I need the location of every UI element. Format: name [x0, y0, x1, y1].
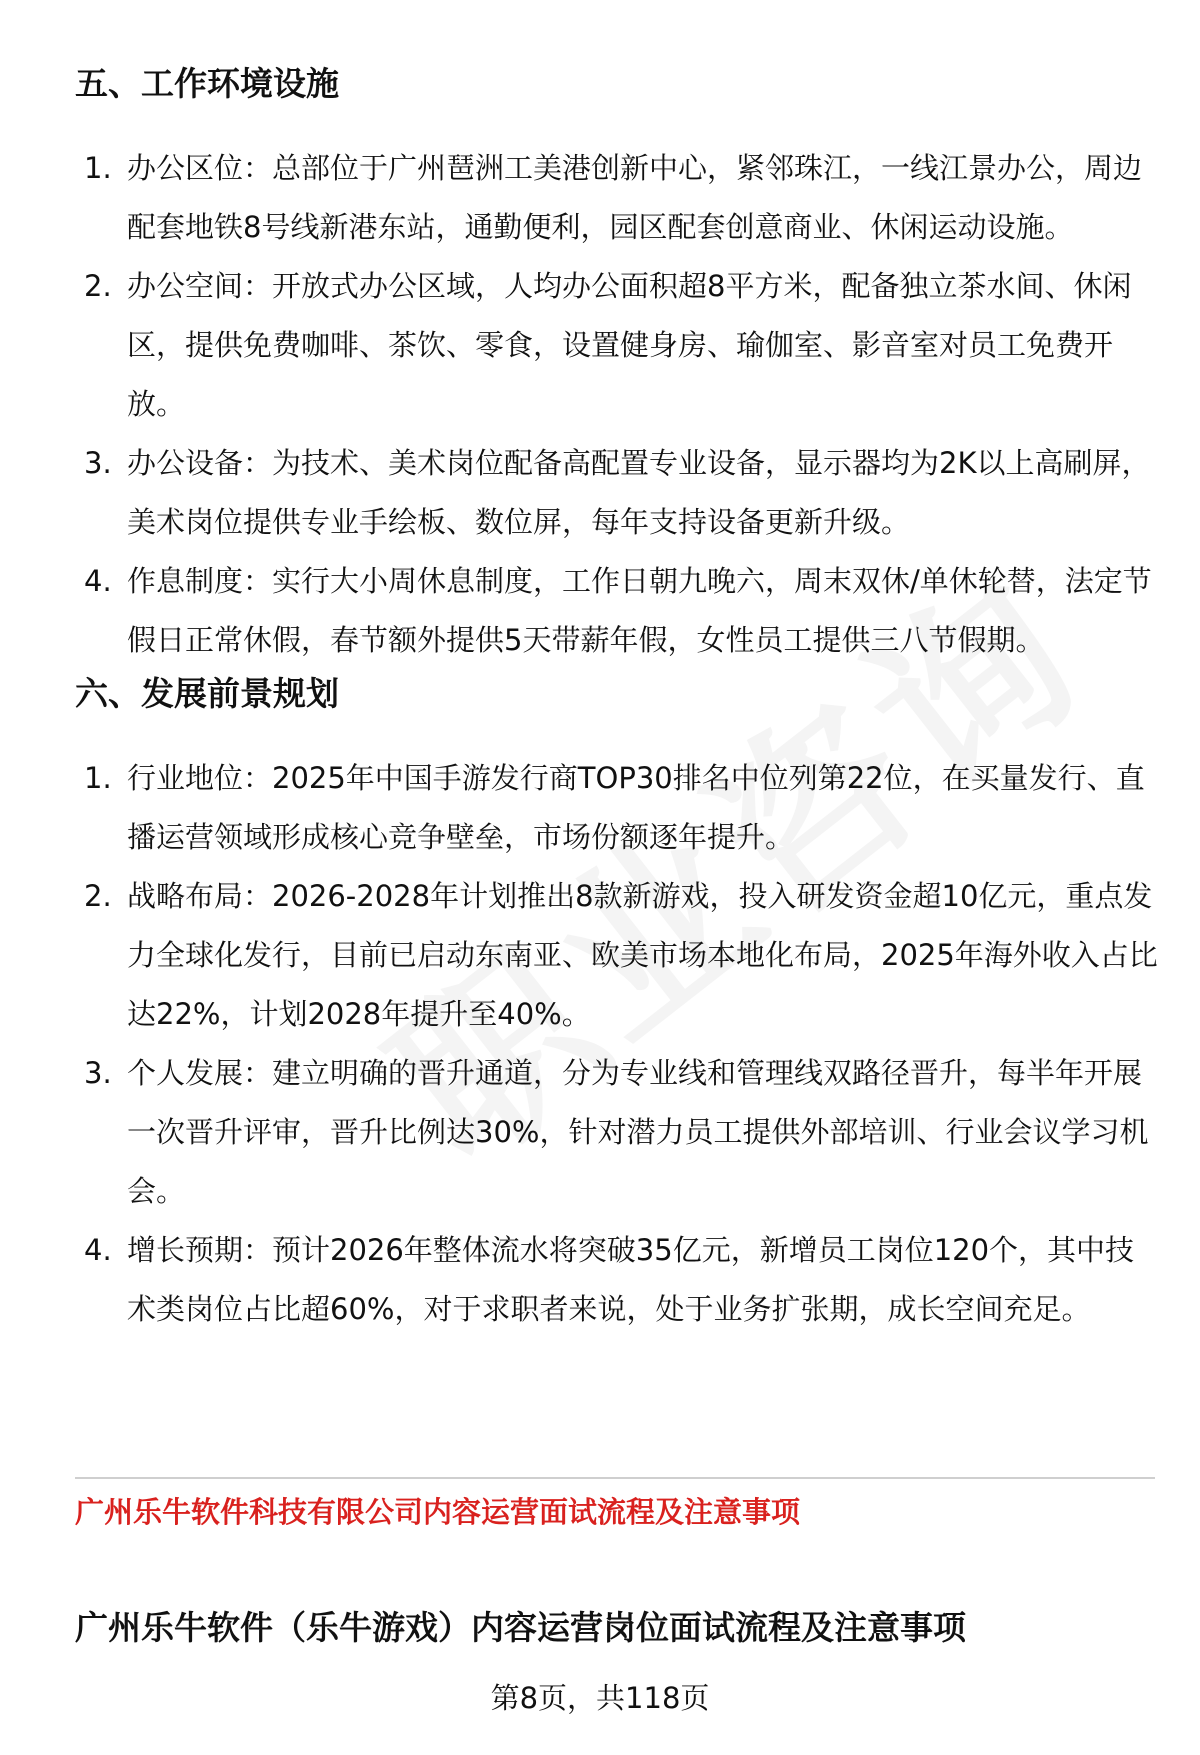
- list-item-number: 1.: [84, 151, 112, 185]
- list-item-text: 办公空间：开放式办公区域，人均办公面积超8平方米，配备独立茶水间、休闲区，提供免费咖啡、茶饮、零食，设置健身房、瑜伽室、影音室对员工免费开放。: [127, 269, 1132, 421]
- related-article-link[interactable]: 广州乐牛软件科技有限公司内容运营面试流程及注意事项: [75, 1495, 801, 1529]
- list-item-text: 办公区位：总部位于广州琶洲工美港创新中心，紧邻珠江，一线江景办公，周边配套地铁8号线新港东站，通勤便利，园区配套创意商业、休闲运动设施。: [127, 151, 1143, 244]
- list-item: [0, 1044, 1200, 1221]
- section-heading-work-environment: 五、工作环境设施: [75, 64, 339, 103]
- work-environment-list: [0, 139, 1200, 670]
- list-item-number: 4.: [84, 1233, 112, 1267]
- list-item-number: 2.: [84, 269, 112, 303]
- list-item-number: 3.: [84, 446, 112, 480]
- page-number-footer: 第8页，共118页: [490, 1681, 710, 1715]
- list-item-number: 2.: [84, 879, 112, 913]
- development-prospects-list: [0, 749, 1200, 1339]
- list-item-text: 作息制度：实行大小周休息制度，工作日朝九晚六，周末双休/单休轮替，法定节假日正常休假，春节额外提供5天带薪年假，女性员工提供三八节假期。: [127, 564, 1152, 657]
- list-item: [0, 552, 1200, 670]
- list-item-text: 行业地位：2025年中国手游发行商TOP30排名中位列第22位，在买量发行、直播运营领域形成核心竞争壁垒，市场份额逐年提升。: [127, 761, 1145, 854]
- list-item-number: 4.: [84, 564, 112, 598]
- divider: [75, 1477, 1155, 1479]
- list-item: [0, 434, 1200, 552]
- list-item-text: 个人发展：建立明确的晋升通道，分为专业线和管理线双路径晋升，每半年开展一次晋升评审，晋升比例达30%，针对潜力员工提供外部培训、行业会议学习机会。: [127, 1056, 1149, 1208]
- list-item-number: 3.: [84, 1056, 112, 1090]
- article-title: 广州乐牛软件（乐牛游戏）内容运营岗位面试流程及注意事项: [75, 1608, 966, 1648]
- list-item: [0, 867, 1200, 1044]
- list-item: [0, 749, 1200, 867]
- list-item-text: 战略布局：2026-2028年计划推出8款新游戏，投入研发资金超10亿元，重点发力全球化发行，目前已启动东南亚、欧美市场本地化布局，2025年海外收入占比达22%，计划2028年提升至40%。: [127, 879, 1158, 1031]
- list-item-text: 增长预期：预计2026年整体流水将突破35亿元，新增员工岗位120个，其中技术类岗位占比超60%，对于求职者来说，处于业务扩张期，成长空间充足。: [127, 1233, 1135, 1326]
- list-item: [0, 1221, 1200, 1339]
- list-item: [0, 139, 1200, 257]
- list-item-number: 1.: [84, 761, 112, 795]
- list-item-text: 办公设备：为技术、美术岗位配备高配置专业设备，显示器均为2K以上高刷屏，美术岗位提供专业手绘板、数位屏，每年支持设备更新升级。: [127, 446, 1151, 539]
- list-item: [0, 257, 1200, 434]
- section-heading-development-prospects: 六、发展前景规划: [75, 674, 339, 713]
